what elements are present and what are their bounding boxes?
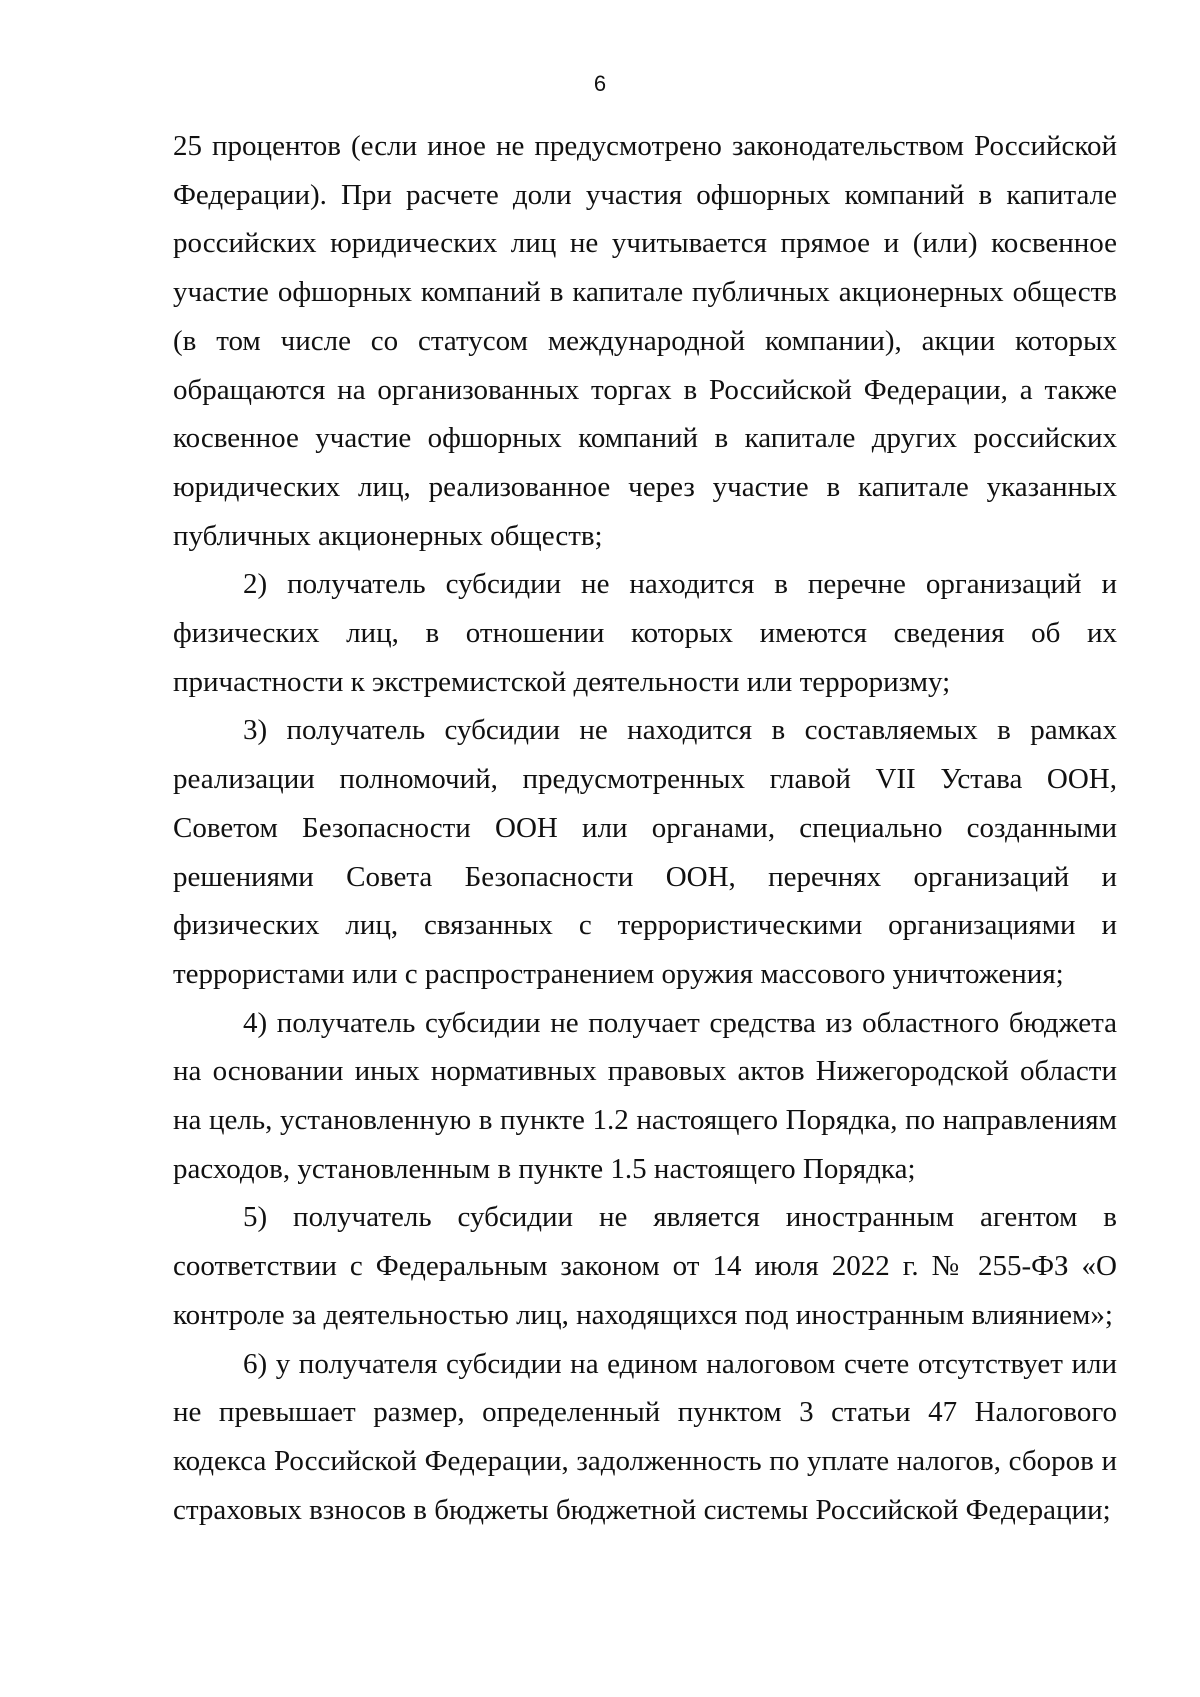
paragraph-continuation: 25 процентов (если иное не предусмотрено законодательством Российской Федерации). При расчете доли участия офшорных компаний в капитале российских юридических лиц не учитывается прямое и (или) косвенное участие офшорных компаний в капитале публичных акционерных обществ (в том числе со статусом международной компании), акции которых обращаются на организованных торгах в Российской Федерации, а также косвенное участие офшорных компаний в капитале других российских юридических лиц, реализованное через участие в капитале указанных публичных акционерных обществ; <box>173 130 1117 552</box>
paragraph-item-6: 6) у получателя субсидии на едином налоговом счете отсутствует или не превышает размер, определенный пунктом 3 статьи 47 Налогового кодекса Российской Федерации, задолженность по уплате налогов, сборов и страховых взносов в бюджеты бюджетной системы Российской Федерации; <box>173 1347 1117 1526</box>
paragraph-item-3: 3) получатель субсидии не находится в составляемых в рамках реализации полномочий, предусмотренных главой VII Устава ООН, Советом Безопасности ООН или органами, специально созданными решениями Совета Безопасности ООН, перечнях организаций и физических лиц, связанных с террористическими организациями и террористами или с распространением оружия массового уничтожения; <box>173 714 1117 990</box>
document-body <box>173 122 1117 1534</box>
paragraph-item-5: 5) получатель субсидии не является иностранным агентом в соответствии с Федеральным законом от 14 июля 2022 г. № 255-ФЗ «О контроле за деятельностью лиц, находящихся под иностранным влиянием»; <box>173 1201 1117 1331</box>
page-number: 6 <box>593 71 607 96</box>
paragraph-item-4: 4) получатель субсидии не получает средства из областного бюджета на основании иных нормативных правовых актов Нижегородской области на цель, установленную в пункте 1.2 настоящего Порядка, по направлениям расходов, установленным в пункте 1.5 настоящего Порядка; <box>173 1006 1117 1185</box>
paragraph-item-2: 2) получатель субсидии не находится в перечне организаций и физических лиц, в отношении которых имеются сведения об их причастности к экстремистской деятельности или терроризму; <box>173 568 1117 698</box>
